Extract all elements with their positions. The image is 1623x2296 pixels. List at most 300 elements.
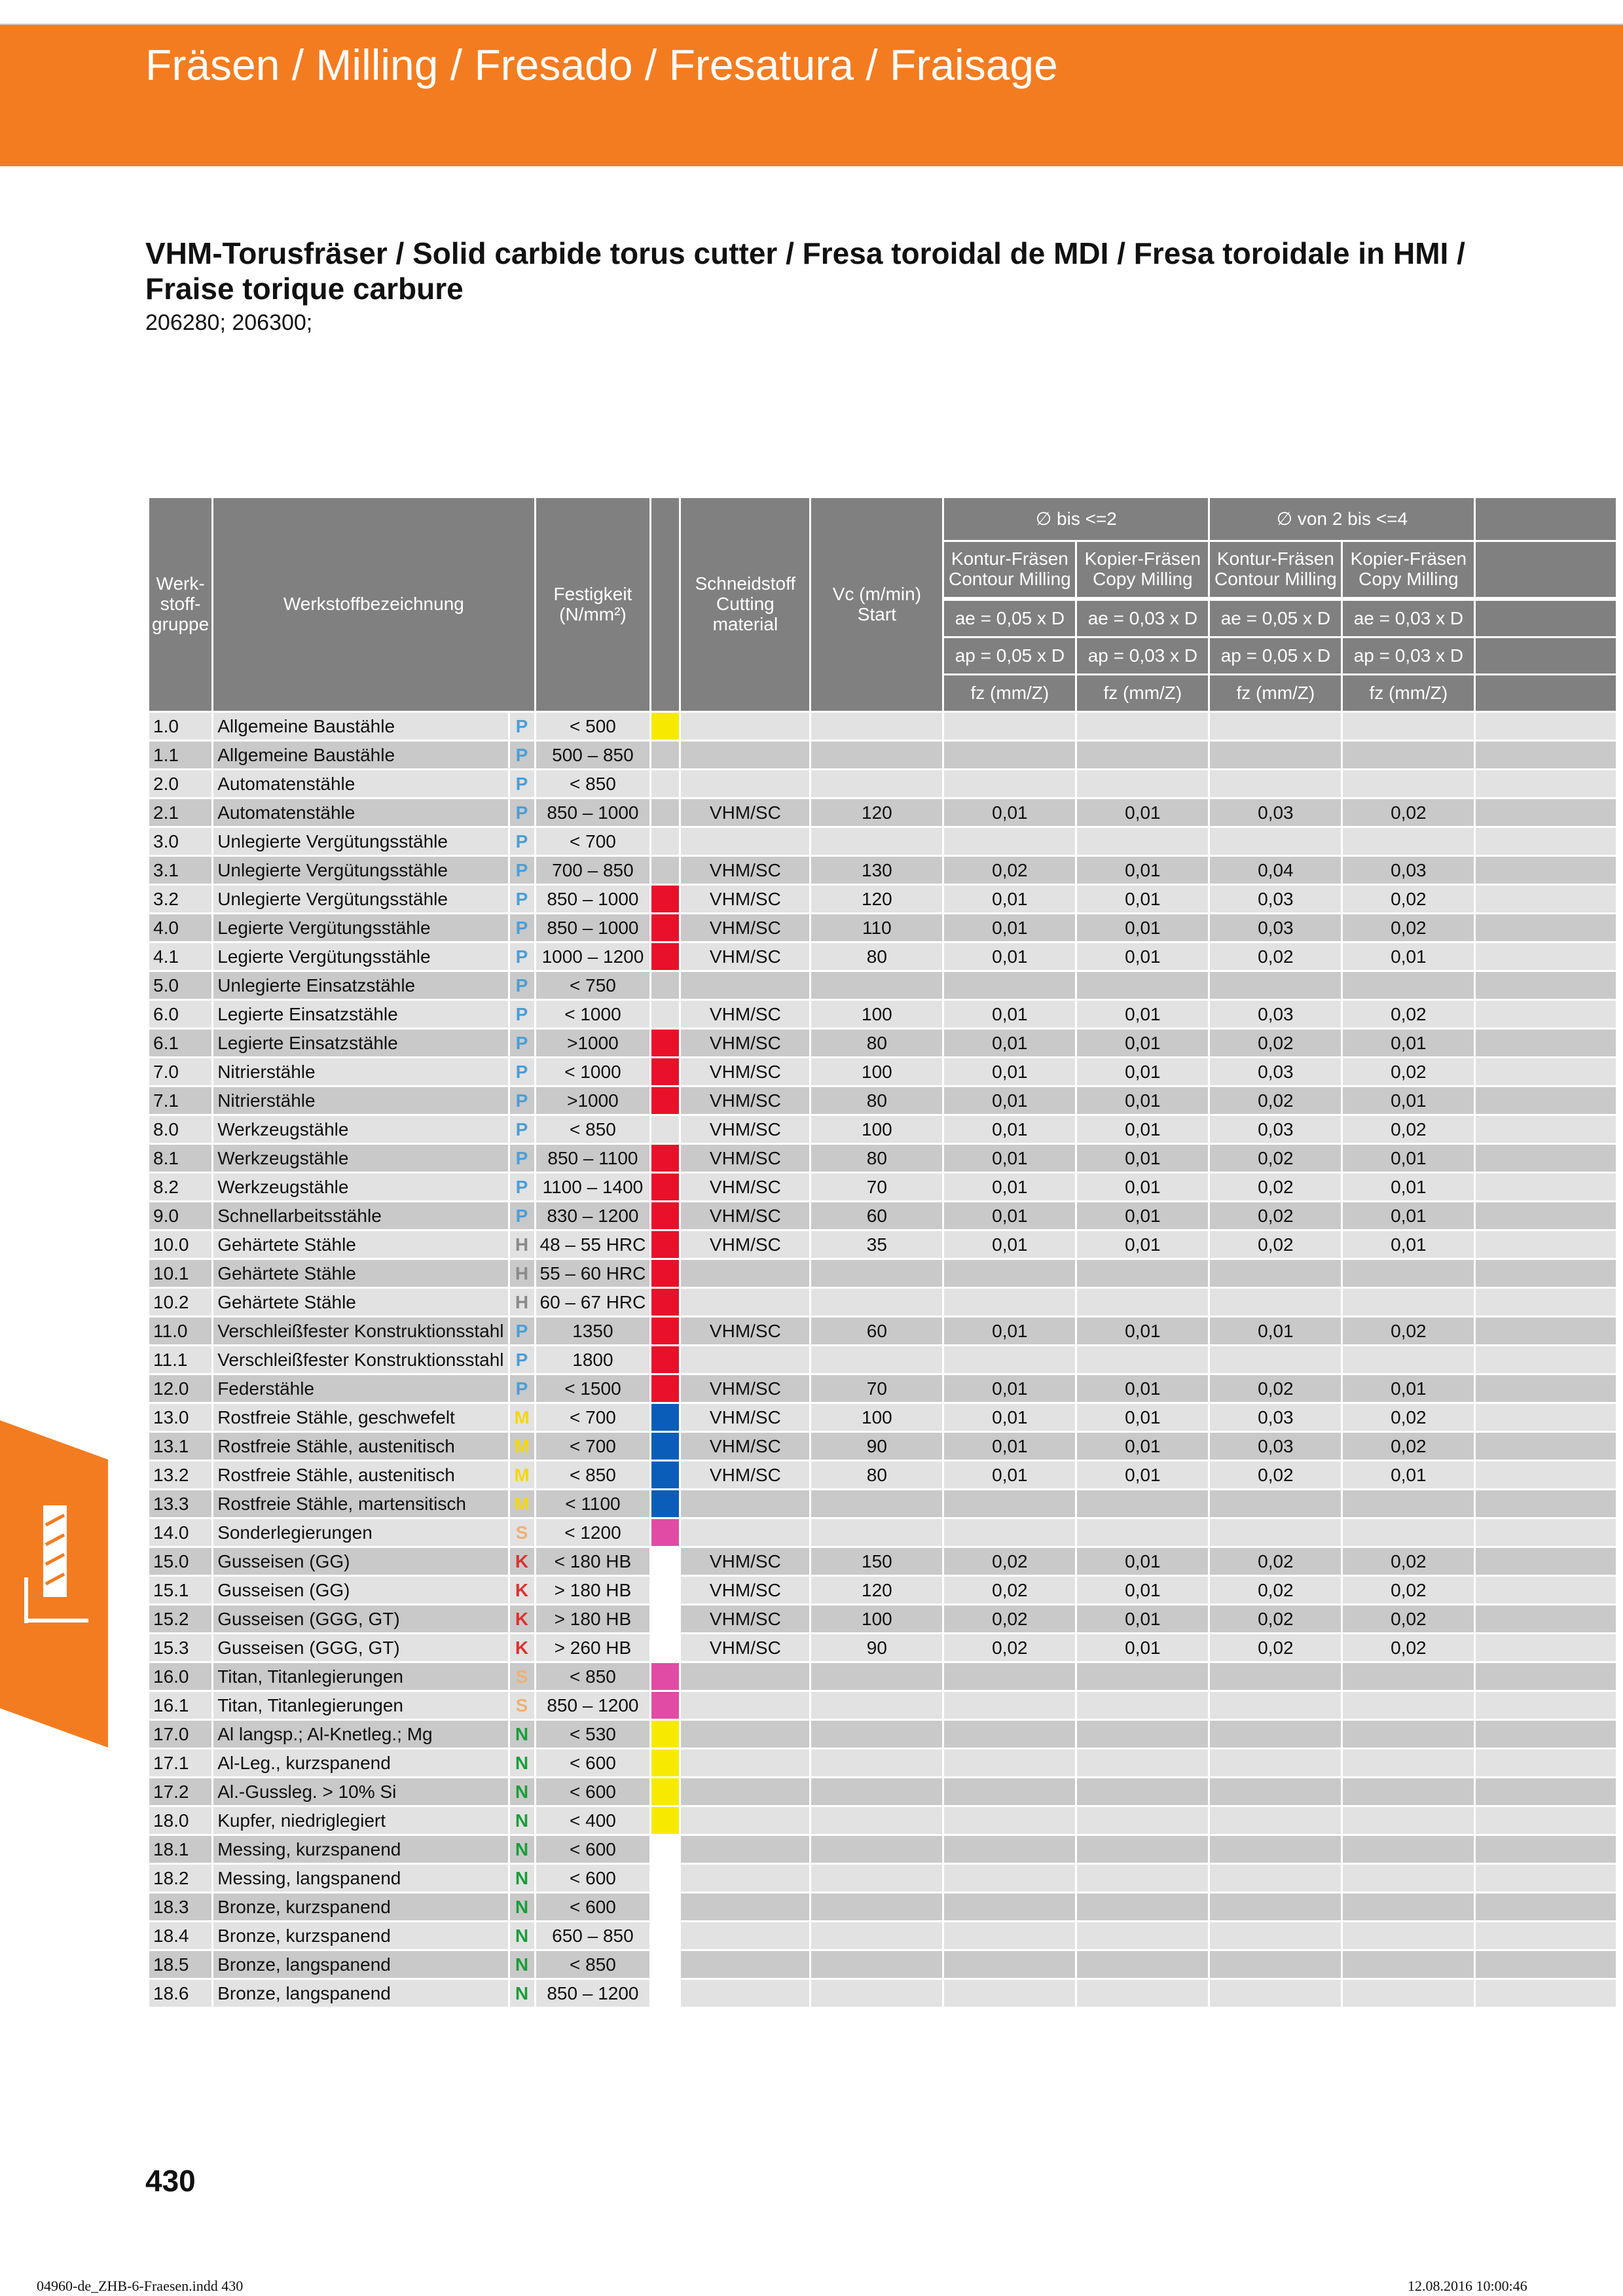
cutting-speed — [811, 1663, 942, 1690]
material-group: P — [510, 828, 534, 855]
material-number: 6.1 — [149, 1030, 211, 1056]
material-group: N — [510, 1721, 534, 1748]
cutting-speed: 90 — [811, 1634, 942, 1661]
cutting-speed: 100 — [811, 1058, 942, 1085]
cutting-speed: 120 — [811, 799, 942, 826]
material-group: M — [510, 1490, 534, 1517]
cutting-speed — [811, 1807, 942, 1834]
material-group: P — [510, 886, 534, 912]
footer-timestamp: 12.08.2016 10:00:46 — [1408, 2278, 1527, 2294]
fz-contour-d2 — [944, 1490, 1075, 1517]
material-group: P — [510, 1174, 534, 1200]
strength: 1000 – 1200 — [536, 943, 650, 970]
cutting-material — [681, 1749, 809, 1776]
material-group: P — [510, 1202, 534, 1229]
cutting-material: VHM/SC — [681, 799, 809, 826]
cutting-material: VHM/SC — [681, 1318, 809, 1344]
cutting-material — [681, 1346, 809, 1373]
page-number: 430 — [145, 2164, 196, 2198]
material-name: Automatenstähle — [213, 799, 507, 826]
fz-copy-d2: 0,01 — [1077, 1001, 1208, 1028]
strength: 55 – 60 HRC — [536, 1260, 650, 1287]
strength: < 1500 — [536, 1375, 650, 1402]
spare-cell — [1476, 1577, 1616, 1604]
strength: 850 – 1200 — [536, 1980, 650, 2007]
spare-cell — [1476, 1634, 1616, 1661]
fz-copy-d2 — [1077, 770, 1208, 797]
strength: 830 – 1200 — [536, 1202, 650, 1229]
strength: < 1100 — [536, 1490, 650, 1517]
fz-contour-d2 — [944, 742, 1075, 768]
fz-copy-d2 — [1077, 1260, 1208, 1287]
material-number: 10.1 — [149, 1260, 211, 1287]
material-number: 12.0 — [149, 1375, 211, 1402]
fz-contour-d4: 0,03 — [1210, 1433, 1341, 1460]
cutting-material — [681, 770, 809, 797]
fz-copy-d4 — [1343, 1519, 1474, 1546]
material-number: 13.0 — [149, 1404, 211, 1431]
fz-copy-d2 — [1077, 1865, 1208, 1892]
strength: < 700 — [536, 1433, 650, 1460]
material-name: Titan, Titanlegierungen — [213, 1692, 507, 1719]
fz-copy-d2: 0,01 — [1077, 1145, 1208, 1172]
spare-cell — [1476, 1548, 1616, 1575]
material-group: M — [510, 1433, 534, 1460]
fz-copy-d4 — [1343, 1663, 1474, 1690]
material-name: Nitrierstähle — [213, 1087, 507, 1114]
fz-copy-d2 — [1077, 1692, 1208, 1719]
strength: < 850 — [536, 1951, 650, 1978]
spare-cell — [1476, 1980, 1616, 2007]
cutting-speed — [811, 828, 942, 855]
color-swatch — [651, 1375, 679, 1402]
header-copy-2: Kopier-Fräsen Copy Milling — [1343, 542, 1474, 597]
fz-copy-d2 — [1077, 1749, 1208, 1776]
strength: 1800 — [536, 1346, 650, 1373]
material-name: Federstähle — [213, 1375, 507, 1402]
table-row — [149, 1951, 1616, 1978]
table-row — [149, 886, 1616, 912]
cutting-speed — [811, 1289, 942, 1316]
material-number: 2.0 — [149, 770, 211, 797]
material-group: N — [510, 1807, 534, 1834]
material-name: Verschleißfester Konstruktionsstahl — [213, 1318, 507, 1344]
fz-contour-d4 — [1210, 770, 1341, 797]
material-number: 17.2 — [149, 1778, 211, 1805]
material-group: S — [510, 1519, 534, 1546]
document-title: VHM-Torusfräser / Solid carbide torus cutter / Fresa toroidal de MDI / Fresa toroidale in HMI / Fraise torique carbure — [145, 236, 1465, 306]
fz-copy-d2: 0,01 — [1077, 1202, 1208, 1229]
spare-cell — [1476, 914, 1616, 941]
fz-copy-d4 — [1343, 1951, 1474, 1978]
material-number: 18.5 — [149, 1951, 211, 1978]
fz-copy-d2: 0,01 — [1077, 1375, 1208, 1402]
cutting-speed: 110 — [811, 914, 942, 941]
header-copy-1: Kopier-Fräsen Copy Milling — [1077, 542, 1208, 597]
spare-cell — [1476, 1231, 1616, 1258]
material-group: N — [510, 1922, 534, 1949]
table-row — [149, 1174, 1616, 1200]
spare-cell — [1476, 886, 1616, 912]
material-name: Al-Leg., kurzspanend — [213, 1749, 507, 1776]
material-group: N — [510, 1951, 534, 1978]
material-number: 4.1 — [149, 943, 211, 970]
color-swatch — [651, 1778, 679, 1805]
fz-copy-d2 — [1077, 1980, 1208, 2007]
header-contour-1: Kontur-Fräsen Contour Milling — [944, 542, 1075, 597]
fz-copy-d2: 0,01 — [1077, 1605, 1208, 1632]
color-swatch — [651, 1490, 679, 1517]
fz-contour-d2: 0,01 — [944, 1462, 1075, 1488]
fz-copy-d2: 0,01 — [1077, 886, 1208, 912]
cutting-speed — [811, 770, 942, 797]
fz-copy-d4: 0,01 — [1343, 943, 1474, 970]
fz-contour-d2 — [944, 1836, 1075, 1863]
strength: < 1200 — [536, 1519, 650, 1546]
material-group: N — [510, 1749, 534, 1776]
fz-copy-d4: 0,01 — [1343, 1174, 1474, 1200]
fz-contour-d4 — [1210, 1289, 1341, 1316]
material-group: N — [510, 1893, 534, 1920]
spare-cell — [1476, 1865, 1616, 1892]
table-row — [149, 1548, 1616, 1575]
fz-contour-d2 — [944, 1346, 1075, 1373]
cutting-speed — [811, 1519, 942, 1546]
cutting-material — [681, 828, 809, 855]
cutting-speed — [811, 1836, 942, 1863]
strength: 1350 — [536, 1318, 650, 1344]
cutting-material: VHM/SC — [681, 943, 809, 970]
material-number: 18.0 — [149, 1807, 211, 1834]
header-name: Werkstoffbezeichnung — [213, 498, 534, 711]
header-vc: Vc (m/min) Start — [811, 498, 942, 711]
material-name: Unlegierte Vergütungsstähle — [213, 828, 507, 855]
cutting-material: VHM/SC — [681, 1116, 809, 1143]
fz-contour-d4 — [1210, 1490, 1341, 1517]
material-number: 3.2 — [149, 886, 211, 912]
strength: 1100 – 1400 — [536, 1174, 650, 1200]
fz-contour-d2: 0,01 — [944, 943, 1075, 970]
color-swatch — [651, 1202, 679, 1229]
cutting-material — [681, 1893, 809, 1920]
fz-contour-d2 — [944, 1260, 1075, 1287]
header-strength: Festigkeit (N/mm²) — [536, 498, 650, 711]
fz-copy-d2: 0,01 — [1077, 1404, 1208, 1431]
material-group: N — [510, 1778, 534, 1805]
fz-copy-d2: 0,01 — [1077, 1577, 1208, 1604]
header-spare — [1476, 601, 1616, 636]
spare-cell — [1476, 799, 1616, 826]
cutting-speed — [811, 1778, 942, 1805]
material-name: Gehärtete Stähle — [213, 1289, 507, 1316]
fz-contour-d4: 0,03 — [1210, 886, 1341, 912]
color-swatch — [651, 972, 679, 999]
material-group: P — [510, 770, 534, 797]
spare-cell — [1476, 1721, 1616, 1748]
color-swatch — [651, 1577, 679, 1604]
header-ae-copy-2: ae = 0,03 x D — [1343, 601, 1474, 636]
table-row — [149, 1375, 1616, 1402]
fz-contour-d2 — [944, 1749, 1075, 1776]
table-row — [149, 1087, 1616, 1114]
table-row — [149, 857, 1616, 884]
fz-copy-d2 — [1077, 1346, 1208, 1373]
spare-cell — [1476, 1260, 1616, 1287]
material-group: H — [510, 1231, 534, 1258]
strength: 60 – 67 HRC — [536, 1289, 650, 1316]
cutting-speed: 70 — [811, 1375, 942, 1402]
cutting-speed — [811, 1490, 942, 1517]
cutting-speed — [811, 1980, 942, 2007]
table-body — [149, 713, 1616, 2007]
table-row — [149, 1749, 1616, 1776]
fz-copy-d2: 0,01 — [1077, 1548, 1208, 1575]
fz-contour-d2: 0,01 — [944, 886, 1075, 912]
fz-contour-d2: 0,01 — [944, 1174, 1075, 1200]
color-swatch — [651, 1145, 679, 1172]
fz-copy-d2: 0,01 — [1077, 1462, 1208, 1488]
fz-contour-d2 — [944, 1807, 1075, 1834]
cutting-material — [681, 1951, 809, 1978]
material-name: Werkzeugstähle — [213, 1174, 507, 1200]
fz-contour-d4: 0,03 — [1210, 1001, 1341, 1028]
spare-cell — [1476, 1519, 1616, 1546]
spare-cell — [1476, 1375, 1616, 1402]
material-group: N — [510, 1836, 534, 1863]
cutting-material — [681, 1260, 809, 1287]
material-name: Gusseisen (GGG, GT) — [213, 1634, 507, 1661]
material-group: P — [510, 857, 534, 884]
fz-contour-d4 — [1210, 742, 1341, 768]
cutting-speed — [811, 1922, 942, 1949]
cutting-material — [681, 1519, 809, 1546]
material-number: 16.1 — [149, 1692, 211, 1719]
cutting-speed: 70 — [811, 1174, 942, 1200]
material-name: Allgemeine Baustähle — [213, 713, 507, 740]
fz-contour-d2: 0,02 — [944, 1577, 1075, 1604]
color-swatch — [651, 886, 679, 912]
fz-contour-d4 — [1210, 1865, 1341, 1892]
material-group: P — [510, 1375, 534, 1402]
strength: 850 – 1000 — [536, 914, 650, 941]
cutting-material — [681, 1865, 809, 1892]
cutting-material: VHM/SC — [681, 1231, 809, 1258]
cutting-speed — [811, 1865, 942, 1892]
color-swatch — [651, 1433, 679, 1460]
strength: < 700 — [536, 828, 650, 855]
cutting-speed — [811, 742, 942, 768]
material-name: Gehärtete Stähle — [213, 1260, 507, 1287]
fz-contour-d2: 0,01 — [944, 1404, 1075, 1431]
spare-cell — [1476, 1462, 1616, 1488]
material-group: K — [510, 1577, 534, 1604]
spare-cell — [1476, 1836, 1616, 1863]
fz-contour-d2: 0,02 — [944, 1634, 1075, 1661]
cutting-material: VHM/SC — [681, 1375, 809, 1402]
fz-copy-d4: 0,01 — [1343, 1231, 1474, 1258]
strength: >1000 — [536, 1030, 650, 1056]
cutting-material: VHM/SC — [681, 1202, 809, 1229]
fz-contour-d2 — [944, 972, 1075, 999]
material-number: 2.1 — [149, 799, 211, 826]
strength: 650 – 850 — [536, 1922, 650, 1949]
color-swatch — [651, 1865, 679, 1892]
spare-cell — [1476, 1951, 1616, 1978]
material-group: H — [510, 1289, 534, 1316]
strength: 500 – 850 — [536, 742, 650, 768]
strength: >1000 — [536, 1087, 650, 1114]
spare-cell — [1476, 1749, 1616, 1776]
fz-contour-d2 — [944, 1980, 1075, 2007]
material-number: 11.0 — [149, 1318, 211, 1344]
spare-cell — [1476, 1778, 1616, 1805]
cutting-speed — [811, 1346, 942, 1373]
material-name: Bronze, langspanend — [213, 1951, 507, 1978]
color-swatch — [651, 1462, 679, 1488]
fz-contour-d4: 0,02 — [1210, 1202, 1341, 1229]
fz-copy-d2: 0,01 — [1077, 914, 1208, 941]
fz-contour-d4 — [1210, 1980, 1341, 2007]
material-number: 17.0 — [149, 1721, 211, 1748]
strength: 700 – 850 — [536, 857, 650, 884]
material-name: Kupfer, niedriglegiert — [213, 1807, 507, 1834]
fz-copy-d2 — [1077, 1836, 1208, 1863]
table-row — [149, 1404, 1616, 1431]
fz-contour-d2: 0,01 — [944, 914, 1075, 941]
strength: < 600 — [536, 1893, 650, 1920]
material-number: 4.0 — [149, 914, 211, 941]
fz-contour-d4: 0,02 — [1210, 1577, 1341, 1604]
fz-contour-d4 — [1210, 1692, 1341, 1719]
material-group: P — [510, 1145, 534, 1172]
fz-copy-d4 — [1343, 1490, 1474, 1517]
header-diameter-2: ∅ von 2 bis <=4 — [1210, 498, 1474, 540]
cutting-material: VHM/SC — [681, 1605, 809, 1632]
fz-copy-d4 — [1343, 742, 1474, 768]
fz-contour-d2: 0,01 — [944, 1202, 1075, 1229]
fz-copy-d4 — [1343, 1346, 1474, 1373]
material-group: K — [510, 1548, 534, 1575]
fz-copy-d4 — [1343, 972, 1474, 999]
table-row — [149, 1577, 1616, 1604]
color-swatch — [651, 1548, 679, 1575]
cutting-material: VHM/SC — [681, 1433, 809, 1460]
milling-tool-icon — [0, 1420, 108, 1748]
fz-copy-d2: 0,01 — [1077, 1058, 1208, 1085]
color-swatch — [651, 1807, 679, 1834]
spare-cell — [1476, 1433, 1616, 1460]
material-group: S — [510, 1663, 534, 1690]
color-swatch — [651, 1519, 679, 1546]
fz-copy-d4: 0,02 — [1343, 1001, 1474, 1028]
material-name: Rostfreie Stähle, geschwefelt — [213, 1404, 507, 1431]
cutting-material: VHM/SC — [681, 914, 809, 941]
fz-copy-d2 — [1077, 713, 1208, 740]
cutting-speed: 80 — [811, 1462, 942, 1488]
fz-contour-d2 — [944, 1721, 1075, 1748]
color-swatch — [651, 1404, 679, 1431]
material-number: 16.0 — [149, 1663, 211, 1690]
material-number: 18.6 — [149, 1980, 211, 2007]
strength: < 500 — [536, 713, 650, 740]
cutting-material: VHM/SC — [681, 1058, 809, 1085]
material-number: 18.4 — [149, 1922, 211, 1949]
fz-contour-d4: 0,02 — [1210, 1548, 1341, 1575]
material-group: N — [510, 1980, 534, 2007]
header-ap-contour-1: ap = 0,05 x D — [944, 638, 1075, 673]
color-swatch — [651, 1260, 679, 1287]
table-row — [149, 1145, 1616, 1172]
fz-contour-d4 — [1210, 1807, 1341, 1834]
fz-copy-d4: 0,02 — [1343, 1058, 1474, 1085]
fz-contour-d4: 0,04 — [1210, 857, 1341, 884]
cutting-material: VHM/SC — [681, 1087, 809, 1114]
fz-contour-d2: 0,01 — [944, 1318, 1075, 1344]
fz-contour-d4 — [1210, 1778, 1341, 1805]
table-row — [149, 1433, 1616, 1460]
fz-copy-d4: 0,02 — [1343, 1404, 1474, 1431]
material-number: 18.2 — [149, 1865, 211, 1892]
fz-copy-d2 — [1077, 1807, 1208, 1834]
material-name: Rostfreie Stähle, austenitisch — [213, 1462, 507, 1488]
color-swatch — [651, 943, 679, 970]
material-group: K — [510, 1605, 534, 1632]
cutting-material — [681, 972, 809, 999]
table-row — [149, 1663, 1616, 1690]
cutting-data-table — [147, 496, 1618, 2009]
fz-contour-d2 — [944, 1692, 1075, 1719]
header-spare — [1476, 498, 1616, 540]
table-row — [149, 742, 1616, 768]
color-swatch — [651, 799, 679, 826]
strength: < 180 HB — [536, 1548, 650, 1575]
material-name: Allgemeine Baustähle — [213, 742, 507, 768]
strength: < 850 — [536, 770, 650, 797]
material-number: 1.1 — [149, 742, 211, 768]
fz-contour-d2: 0,01 — [944, 1058, 1075, 1085]
fz-contour-d4: 0,02 — [1210, 1634, 1341, 1661]
spare-cell — [1476, 1404, 1616, 1431]
material-name: Bronze, kurzspanend — [213, 1922, 507, 1949]
fz-copy-d4: 0,02 — [1343, 914, 1474, 941]
spare-cell — [1476, 1058, 1616, 1085]
fz-contour-d2: 0,01 — [944, 1375, 1075, 1402]
fz-copy-d4 — [1343, 1836, 1474, 1863]
strength: < 600 — [536, 1778, 650, 1805]
fz-contour-d4: 0,02 — [1210, 1605, 1341, 1632]
fz-contour-d4: 0,02 — [1210, 1145, 1341, 1172]
cutting-material: VHM/SC — [681, 1174, 809, 1200]
fz-copy-d4 — [1343, 1692, 1474, 1719]
cutting-speed — [811, 1951, 942, 1978]
strength: < 700 — [536, 1404, 650, 1431]
material-name: Sonderlegierungen — [213, 1519, 507, 1546]
material-name: Al langsp.; Al-Knetleg.; Mg — [213, 1721, 507, 1748]
header-ae-copy-1: ae = 0,03 x D — [1077, 601, 1208, 636]
fz-contour-d4: 0,02 — [1210, 1030, 1341, 1056]
spare-cell — [1476, 972, 1616, 999]
header-ap-contour-2: ap = 0,05 x D — [1210, 638, 1341, 673]
cutting-speed: 150 — [811, 1548, 942, 1575]
table-row — [149, 1058, 1616, 1085]
fz-contour-d4 — [1210, 1922, 1341, 1949]
color-swatch — [651, 742, 679, 768]
header-ae-contour-1: ae = 0,05 x D — [944, 601, 1075, 636]
material-group: P — [510, 1030, 534, 1056]
fz-contour-d4: 0,03 — [1210, 799, 1341, 826]
table-row — [149, 1721, 1616, 1748]
fz-copy-d4: 0,01 — [1343, 1030, 1474, 1056]
